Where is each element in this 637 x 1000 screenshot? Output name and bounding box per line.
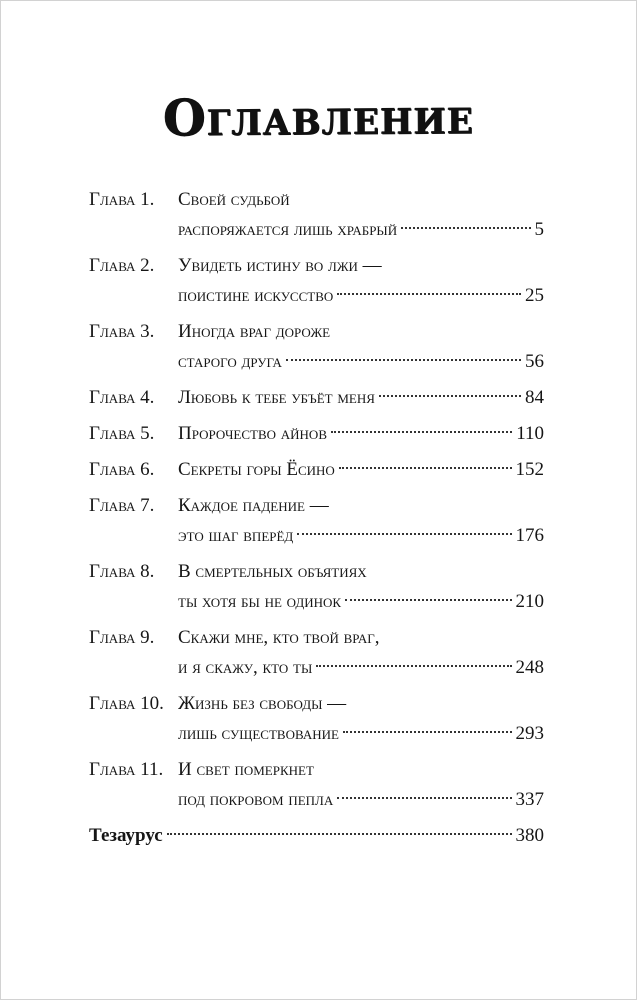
dot-leader	[331, 431, 512, 433]
chapter-label: Глава 2.	[89, 255, 155, 276]
chapter-title-line2: старого друга	[178, 351, 282, 372]
toc-entry-chapter-7[interactable]	[89, 491, 544, 551]
chapter-label: Глава 3.	[89, 321, 155, 342]
toc-title: Оглавление	[162, 85, 475, 148]
chapter-title: Секреты горы Ёсино	[178, 459, 335, 480]
page-number: 337	[515, 789, 544, 810]
dot-leader	[379, 395, 521, 397]
toc-entry-thesaurus[interactable]	[89, 821, 544, 851]
page-number: 110	[516, 423, 544, 444]
dot-leader	[286, 359, 521, 361]
dot-leader	[337, 293, 521, 295]
page-number: 380	[515, 825, 544, 846]
toc-entry-chapter-6[interactable]	[89, 455, 544, 485]
chapter-label: Глава 10.	[89, 693, 164, 714]
toc-entry-chapter-10[interactable]	[89, 689, 544, 749]
dot-leader	[401, 227, 530, 229]
toc-entry-chapter-3[interactable]	[89, 317, 544, 377]
toc-entry-chapter-5[interactable]	[89, 419, 544, 449]
dot-leader	[297, 533, 511, 535]
page-number: 152	[515, 459, 544, 480]
page-number: 248	[515, 657, 544, 678]
chapter-title-line1: И свет померкнет	[178, 759, 314, 780]
chapter-label: Глава 9.	[89, 627, 155, 648]
chapter-title-line1: Увидеть истину во лжи —	[178, 255, 382, 276]
chapter-title-line1: Жизнь без свободы —	[178, 693, 347, 714]
dot-leader	[343, 731, 512, 733]
chapter-title-line1: В смертельных объятиях	[178, 561, 367, 582]
toc-list	[89, 185, 544, 851]
page-number: 25	[525, 285, 544, 306]
chapter-label: Глава 4.	[89, 387, 155, 408]
chapter-title-line2: под покровом пепла	[178, 789, 334, 810]
chapter-title-line2: распоряжается лишь храбрый	[178, 219, 398, 240]
chapter-title-line2: лишь существование	[178, 723, 339, 744]
chapter-title-line1: Иногда враг дороже	[178, 321, 331, 342]
thesaurus-label: Тезаурус	[89, 825, 163, 846]
page-number: 293	[515, 723, 544, 744]
chapter-label: Глава 1.	[89, 189, 155, 210]
toc-entry-chapter-2[interactable]	[89, 251, 544, 311]
chapter-title-line1: Каждое падение —	[178, 495, 329, 516]
dot-leader	[337, 797, 511, 799]
page-number: 84	[525, 387, 544, 408]
dot-leader	[339, 467, 512, 469]
toc-entry-chapter-11[interactable]	[89, 755, 544, 815]
chapter-title: Любовь к тебе убъёт меня	[178, 387, 375, 408]
toc-entry-chapter-8[interactable]	[89, 557, 544, 617]
chapter-title-line1: Скажи мне, кто твой враг,	[178, 627, 380, 648]
chapter-label: Глава 7.	[89, 495, 155, 516]
toc-entry-chapter-1[interactable]	[89, 185, 544, 245]
page-number: 210	[515, 591, 544, 612]
dot-leader	[167, 833, 512, 835]
chapter-label: Глава 8.	[89, 561, 155, 582]
chapter-title-line1: Своей судьбой	[178, 189, 290, 210]
page-number: 5	[534, 219, 544, 240]
chapter-label: Глава 6.	[89, 459, 155, 480]
dot-leader	[316, 665, 511, 667]
toc-entry-chapter-4[interactable]	[89, 383, 544, 413]
page-number: 176	[515, 525, 544, 546]
chapter-title-line2: это шаг вперёд	[178, 525, 294, 546]
chapter-title-line2: ты хотя бы не одинок	[178, 591, 342, 612]
chapter-label: Глава 11.	[89, 759, 164, 780]
chapter-title: Пророчество айнов	[178, 423, 327, 444]
toc-entry-chapter-9[interactable]	[89, 623, 544, 683]
chapter-title-line2: и я скажу, кто ты	[178, 657, 313, 678]
chapter-label: Глава 5.	[89, 423, 155, 444]
dot-leader	[345, 599, 511, 601]
page-number: 56	[525, 351, 544, 372]
chapter-title-line2: поистине искусство	[178, 285, 334, 306]
